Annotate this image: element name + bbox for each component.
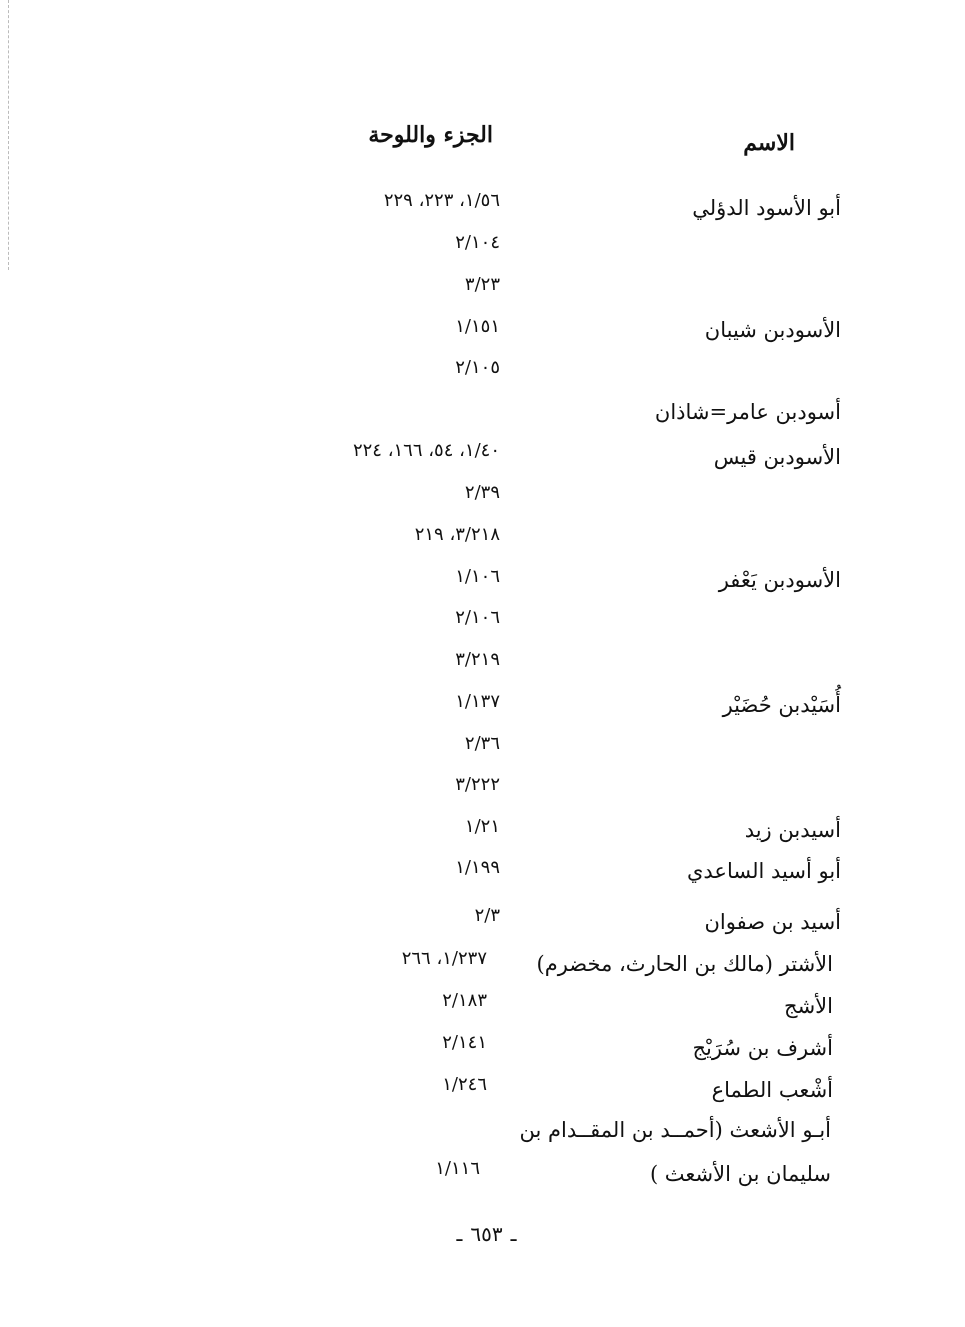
entry-ref: ٣/٢١٨، ٢١٩ — [414, 524, 500, 545]
binding-margin-line — [8, 0, 9, 270]
entry-name: أشْعب الطماع — [711, 1078, 833, 1102]
index-row — [0, 607, 965, 641]
index-row — [0, 400, 965, 434]
column-header-name: الاسم — [743, 130, 795, 156]
entry-ref: ١/١٣٧ — [455, 691, 500, 712]
entry-ref: ١/٥٦، ٢٢٣، ٢٢٩ — [383, 190, 500, 211]
page-number-value: ٦٥٣ — [470, 1222, 503, 1246]
entry-name: أسودبن عامر=شاذان — [654, 400, 841, 424]
entry-name: سليمان بن الأشعث ) — [649, 1162, 831, 1186]
entry-ref: ٢/٣٩ — [464, 482, 500, 503]
page-number: ـ٦٥٣ـ — [456, 1222, 517, 1246]
entry-ref: ٢/١٠٦ — [455, 607, 500, 628]
index-row — [0, 440, 965, 474]
entry-name: أشرف بن سُرَيْج — [692, 1036, 833, 1060]
index-row — [0, 733, 965, 767]
index-row — [0, 274, 965, 308]
entry-ref: ٢/٣ — [474, 905, 500, 926]
entry-ref: ١/١٠٦ — [455, 566, 500, 587]
index-row — [0, 691, 965, 725]
entry-ref: ١/١٩٩ — [455, 857, 500, 878]
entry-name: أسيدبن زيد — [744, 818, 841, 842]
index-row — [0, 1158, 965, 1192]
index-row — [0, 190, 965, 224]
entry-ref: ١/٤٠، ٥٤، ١٦٦، ٢٢٤ — [352, 440, 500, 461]
entry-ref: ٢/١٠٥ — [455, 357, 500, 378]
index-row — [0, 357, 965, 391]
entry-ref: ٢/٣٦ — [464, 733, 500, 754]
index-row — [0, 482, 965, 516]
index-row — [0, 1032, 965, 1066]
index-row — [0, 232, 965, 266]
index-row — [0, 316, 965, 350]
entry-name: الأشج — [784, 994, 833, 1018]
index-row — [0, 1074, 965, 1108]
entry-name: أبو أسيد الساعدي — [686, 859, 841, 883]
index-row — [0, 948, 965, 982]
entry-name: أبو الأسود الدؤلي — [692, 196, 841, 220]
entry-ref: ٣/٢١٩ — [455, 649, 500, 670]
entry-name: أسيد بن صفوان — [704, 910, 841, 934]
entry-ref: ١/١١٦ — [435, 1158, 480, 1179]
entry-name: الأسودبن شيبان — [704, 318, 841, 342]
column-header-volume-page: الجزء واللوحة — [368, 122, 493, 148]
entry-ref: ١/٢١ — [464, 816, 500, 837]
index-row — [0, 990, 965, 1024]
entry-ref: ٢/١٠٤ — [455, 232, 500, 253]
index-row — [0, 649, 965, 683]
entry-ref: ٢/١٨٣ — [442, 990, 487, 1011]
entry-name: الأسودبن قيس — [713, 445, 841, 469]
entry-name: الأشتر (مالك بن الحارث، مخضرم) — [536, 952, 833, 976]
index-row — [0, 524, 965, 558]
entry-ref: ١/٢٣٧، ٢٦٦ — [401, 948, 487, 969]
entry-ref: ١/٢٤٦ — [442, 1074, 487, 1095]
index-row — [0, 774, 965, 808]
entry-name: أبـو الأشعث (أحمــد بن المقــدام بن — [519, 1118, 831, 1142]
index-row — [0, 566, 965, 600]
index-row — [0, 905, 965, 939]
entry-ref: ١/١٥١ — [455, 316, 500, 337]
index-row — [0, 857, 965, 891]
entry-ref: ٣/٢٢٢ — [455, 774, 500, 795]
index-row — [0, 816, 965, 850]
index-row — [0, 1118, 965, 1152]
entry-ref: ٣/٢٣ — [464, 274, 500, 295]
entry-name: الأسودبن يَعْفر — [718, 568, 841, 592]
entry-ref: ٢/١٤١ — [442, 1032, 487, 1053]
entry-name: أُسَيْدبن حُضَيْر — [722, 693, 841, 717]
